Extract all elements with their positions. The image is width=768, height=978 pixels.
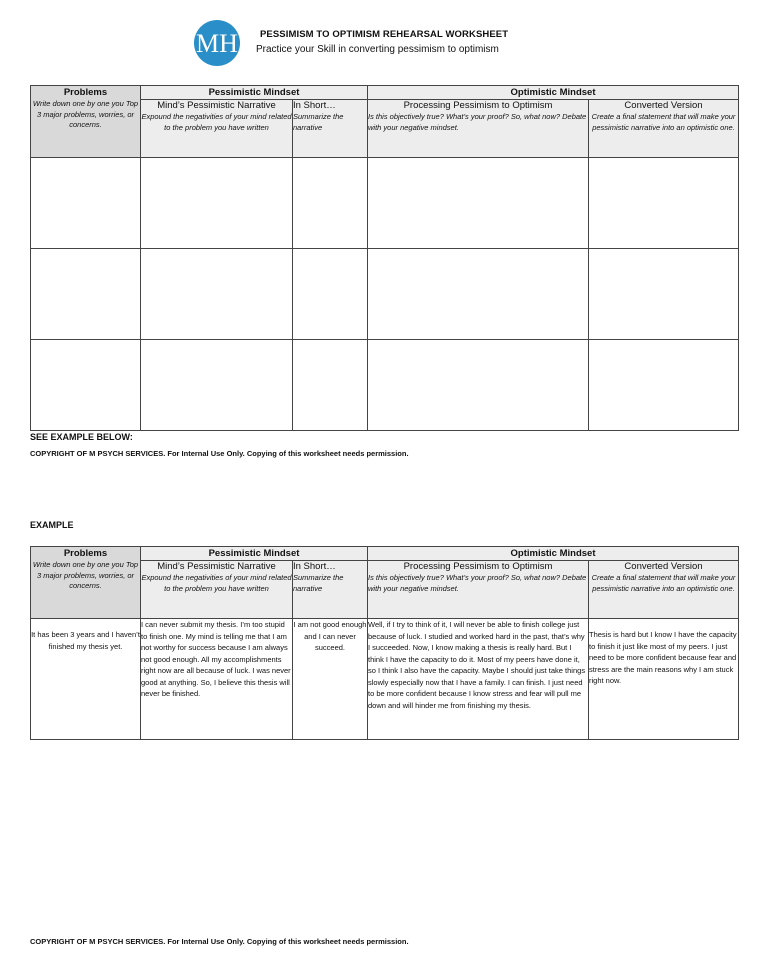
logo [193, 19, 241, 67]
narrative-cell[interactable] [141, 158, 293, 249]
converted-header: Converted Version Create a final statement that will make your pessimistic narrative into an optimistic one. [589, 561, 739, 619]
page-title: PESSIMISM TO OPTIMISM REHEARSAL WORKSHEET [260, 29, 509, 40]
page-subtitle: Practice your Skill in converting pessimism to optimism [256, 44, 499, 55]
footer-copyright: COPYRIGHT OF M PSYCH SERVICES. For Internal Use Only. Copying of this worksheet needs permission. [30, 937, 409, 946]
pessimistic-mindset-header: Pessimistic Mindset [141, 547, 368, 561]
worksheet-table [30, 85, 739, 431]
problems-header: Problems Write down one by one you Top 3 major problems, worries, or concerns. [31, 547, 141, 619]
table-row [31, 619, 739, 740]
example-narrative: I can never submit my thesis. I’m too stupid to finish one. My mind is telling me that I am not worthy for success because I am always not good enough. All my accomplishments right now are all because of luck. I was never good at anything. So, I believe this thesis will never be finished. [141, 619, 293, 740]
narrative-cell[interactable] [141, 249, 293, 340]
example-in-short: I am not good enough and I can never succeed. [293, 619, 368, 740]
narrative-header: Mind’s Pessimistic Narrative Expound the negativities of your mind related to the problem you have written [141, 561, 293, 619]
example-label: EXAMPLE [30, 520, 74, 530]
processing-cell[interactable] [368, 340, 589, 431]
in-short-cell[interactable] [293, 249, 368, 340]
copyright-note: COPYRIGHT OF M PSYCH SERVICES. For Internal Use Only. Copying of this worksheet needs permission. [30, 449, 409, 458]
example-problem: It has been 3 years and I haven’t finished my thesis yet. [31, 619, 141, 740]
see-example-note: SEE EXAMPLE BELOW: [30, 432, 133, 442]
narrative-cell[interactable] [141, 340, 293, 431]
in-short-header: In Short… Summarize the narrative [293, 100, 368, 158]
optimistic-mindset-header: Optimistic Mindset [368, 86, 739, 100]
table-row [31, 249, 739, 340]
processing-header: Processing Pessimism to Optimism Is this objectively true? What’s your proof? So, what now? Debate with your negative mindset. [368, 100, 589, 158]
example-converted: Thesis is hard but I know I have the capacity to finish it just like most of my peers. I just need to be more confident because fear and stress are the main reasons why I am stuck right now. [589, 619, 739, 740]
in-short-header: In Short… Summarize the narrative [293, 561, 368, 619]
converted-cell[interactable] [589, 340, 739, 431]
in-short-cell[interactable] [293, 340, 368, 431]
converted-cell[interactable] [589, 158, 739, 249]
processing-cell[interactable] [368, 249, 589, 340]
processing-header: Processing Pessimism to Optimism Is this objectively true? What’s your proof? So, what now? Debate with your negative mindset. [368, 561, 589, 619]
problem-cell[interactable] [31, 158, 141, 249]
processing-cell[interactable] [368, 158, 589, 249]
in-short-cell[interactable] [293, 158, 368, 249]
logo-text: MH [196, 29, 238, 58]
problems-header: Problems Write down one by one you Top 3 major problems, worries, or concerns. [31, 86, 141, 158]
example-table [30, 546, 739, 740]
converted-cell[interactable] [589, 249, 739, 340]
problem-cell[interactable] [31, 340, 141, 431]
pessimistic-mindset-header: Pessimistic Mindset [141, 86, 368, 100]
table-row [31, 340, 739, 431]
table-row [31, 158, 739, 249]
converted-header: Converted Version Create a final statement that will make your pessimistic narrative into an optimistic one. [589, 100, 739, 158]
problem-cell[interactable] [31, 249, 141, 340]
optimistic-mindset-header: Optimistic Mindset [368, 547, 739, 561]
narrative-header: Mind’s Pessimistic Narrative Expound the negativities of your mind related to the problem you have written [141, 100, 293, 158]
example-processing: Well, if I try to think of it, I will never be able to finish college just because of luck. I studied and worked hard in the past, that’s why I succeeded. Now, I know making a thesis is really hard. But I think I have the capacity to do it. Most of my peers have done it, so I think I also have the capacity. Maybe I should just take things slowly especially now that I have a family. I can finish. I just need to be more confident because I know stress and fear will pull me down and will hinder me from finishing my thesis. [368, 619, 589, 740]
